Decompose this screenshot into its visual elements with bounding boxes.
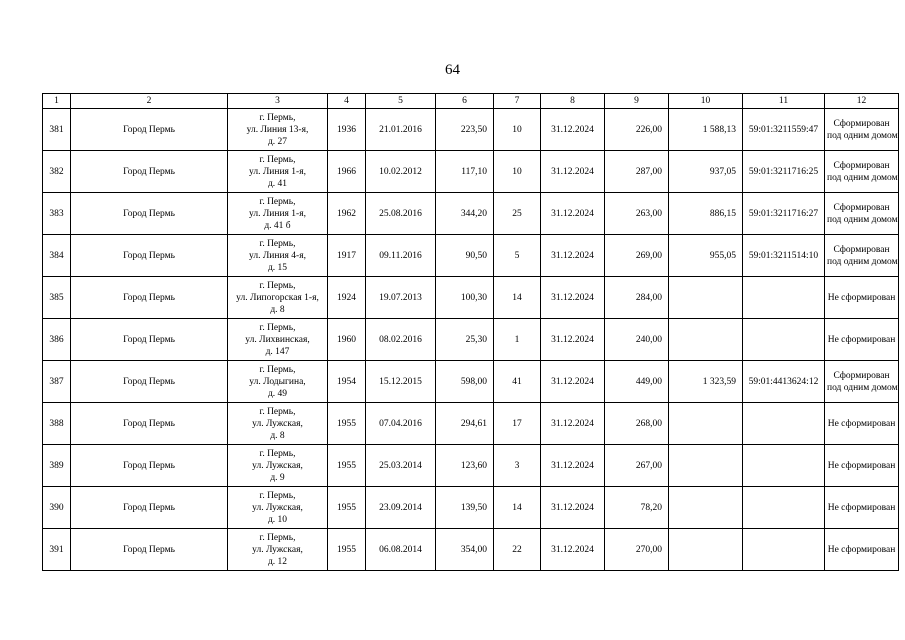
- address-line: ул. Лужская,: [252, 502, 303, 513]
- land-status-cell: [825, 277, 899, 319]
- table-row: [43, 319, 899, 361]
- address-line: ул. Лужская,: [252, 544, 303, 555]
- build-year-cell: 1924: [328, 277, 366, 319]
- build-year-cell: 1955: [328, 445, 366, 487]
- recognition-date-cell: 07.04.2016: [366, 403, 436, 445]
- address-line: г. Пермь,: [259, 238, 296, 249]
- residents-cell: 25: [494, 193, 541, 235]
- build-year-cell: 1962: [328, 193, 366, 235]
- municipality-cell: Город Пермь: [71, 277, 228, 319]
- build-year-cell: 1954: [328, 361, 366, 403]
- build-year-cell: 1955: [328, 403, 366, 445]
- address-line: г. Пермь,: [259, 406, 296, 417]
- land-status-cell: [825, 361, 899, 403]
- cost-cell: 226,00: [605, 109, 669, 151]
- address-cell: [228, 151, 328, 193]
- address-cell: [228, 109, 328, 151]
- deadline-cell: 31.12.2024: [541, 277, 605, 319]
- row-number-cell: 388: [43, 403, 71, 445]
- cost-cell: 268,00: [605, 403, 669, 445]
- cadastral-number-cell: [743, 529, 825, 571]
- municipality-cell: Город Пермь: [71, 529, 228, 571]
- address-line: д. 9: [270, 472, 285, 483]
- cost-cell: 284,00: [605, 277, 669, 319]
- address-line: д. 49: [267, 388, 288, 399]
- row-number-cell: 384: [43, 235, 71, 277]
- address-line: ул. Линия 13-я,: [246, 124, 309, 135]
- area-cell: 139,50: [436, 487, 494, 529]
- row-number-cell: 383: [43, 193, 71, 235]
- land-status-line: Не сформирован: [827, 292, 896, 303]
- address-cell: [228, 529, 328, 571]
- area-cell: 90,50: [436, 235, 494, 277]
- column-header-1: 1: [43, 94, 71, 109]
- land-status-cell: [825, 445, 899, 487]
- land-area-cell: [669, 403, 743, 445]
- recognition-date-cell: 21.01.2016: [366, 109, 436, 151]
- row-number-cell: 382: [43, 151, 71, 193]
- cadastral-number-cell: [743, 319, 825, 361]
- residents-cell: 22: [494, 529, 541, 571]
- recognition-date-cell: 06.08.2014: [366, 529, 436, 571]
- cadastral-number-cell: 59:01:3211559:47: [743, 109, 825, 151]
- municipality-cell: Город Пермь: [71, 403, 228, 445]
- land-status-line: под одним домом: [827, 172, 898, 183]
- cost-cell: 263,00: [605, 193, 669, 235]
- table-row: [43, 277, 899, 319]
- registry-table: [42, 93, 899, 571]
- address-line: д. 8: [270, 304, 285, 315]
- land-status-line: Не сформирован: [827, 334, 896, 345]
- address-cell: [228, 403, 328, 445]
- cadastral-number-cell: 59:01:3211514:10: [743, 235, 825, 277]
- address-line: ул. Липогорская 1-я,: [236, 292, 319, 303]
- area-cell: 344,20: [436, 193, 494, 235]
- municipality-cell: Город Пермь: [71, 109, 228, 151]
- column-header-12: 12: [825, 94, 899, 109]
- address-line: г. Пермь,: [259, 364, 296, 375]
- build-year-cell: 1955: [328, 487, 366, 529]
- cadastral-number-cell: 59:01:3211716:25: [743, 151, 825, 193]
- build-year-cell: 1966: [328, 151, 366, 193]
- residents-cell: 5: [494, 235, 541, 277]
- municipality-cell: Город Пермь: [71, 361, 228, 403]
- address-cell: [228, 319, 328, 361]
- address-line: д. 41 б: [264, 220, 291, 231]
- cadastral-number-cell: 59:01:4413624:12: [743, 361, 825, 403]
- column-header-10: 10: [669, 94, 743, 109]
- residents-cell: 41: [494, 361, 541, 403]
- land-area-cell: [669, 445, 743, 487]
- column-header-4: 4: [328, 94, 366, 109]
- row-number-cell: 389: [43, 445, 71, 487]
- land-area-cell: 1 588,13: [669, 109, 743, 151]
- land-status-line: Сформирован: [833, 160, 890, 171]
- recognition-date-cell: 19.07.2013: [366, 277, 436, 319]
- cadastral-number-cell: [743, 403, 825, 445]
- residents-cell: 17: [494, 403, 541, 445]
- column-header-8: 8: [541, 94, 605, 109]
- land-status-cell: [825, 193, 899, 235]
- table-row: [43, 361, 899, 403]
- area-cell: 100,30: [436, 277, 494, 319]
- column-header-6: 6: [436, 94, 494, 109]
- deadline-cell: 31.12.2024: [541, 529, 605, 571]
- cost-cell: 78,20: [605, 487, 669, 529]
- address-line: ул. Лужская,: [252, 418, 303, 429]
- address-line: ул. Лужская,: [252, 460, 303, 471]
- land-area-cell: [669, 277, 743, 319]
- land-status-line: Сформирован: [833, 118, 890, 129]
- municipality-cell: Город Пермь: [71, 193, 228, 235]
- address-line: г. Пермь,: [259, 112, 296, 123]
- cost-cell: 269,00: [605, 235, 669, 277]
- land-status-line: Не сформирован: [827, 418, 896, 429]
- land-status-line: под одним домом: [827, 256, 898, 267]
- residents-cell: 10: [494, 151, 541, 193]
- cost-cell: 270,00: [605, 529, 669, 571]
- deadline-cell: 31.12.2024: [541, 403, 605, 445]
- table-row: [43, 151, 899, 193]
- address-cell: [228, 193, 328, 235]
- row-number-cell: 391: [43, 529, 71, 571]
- table-row: [43, 235, 899, 277]
- cost-cell: 449,00: [605, 361, 669, 403]
- recognition-date-cell: 09.11.2016: [366, 235, 436, 277]
- area-cell: 117,10: [436, 151, 494, 193]
- table-row: [43, 193, 899, 235]
- recognition-date-cell: 15.12.2015: [366, 361, 436, 403]
- address-cell: [228, 361, 328, 403]
- table-row: [43, 529, 899, 571]
- deadline-cell: 31.12.2024: [541, 193, 605, 235]
- address-line: д. 15: [267, 262, 288, 273]
- land-status-cell: [825, 235, 899, 277]
- address-line: г. Пермь,: [259, 196, 296, 207]
- land-area-cell: 1 323,59: [669, 361, 743, 403]
- residents-cell: 10: [494, 109, 541, 151]
- address-line: д. 12: [267, 556, 288, 567]
- address-line: д. 41: [267, 178, 288, 189]
- address-line: ул. Линия 1-я,: [249, 166, 306, 177]
- area-cell: 598,00: [436, 361, 494, 403]
- address-cell: [228, 235, 328, 277]
- deadline-cell: 31.12.2024: [541, 235, 605, 277]
- address-line: д. 10: [267, 514, 288, 525]
- address-line: г. Пермь,: [259, 322, 296, 333]
- municipality-cell: Город Пермь: [71, 487, 228, 529]
- deadline-cell: 31.12.2024: [541, 445, 605, 487]
- deadline-cell: 31.12.2024: [541, 151, 605, 193]
- build-year-cell: 1917: [328, 235, 366, 277]
- build-year-cell: 1955: [328, 529, 366, 571]
- land-status-line: под одним домом: [827, 214, 898, 225]
- row-number-cell: 390: [43, 487, 71, 529]
- row-number-cell: 386: [43, 319, 71, 361]
- column-header-11: 11: [743, 94, 825, 109]
- deadline-cell: 31.12.2024: [541, 109, 605, 151]
- cadastral-number-cell: [743, 487, 825, 529]
- land-area-cell: [669, 319, 743, 361]
- address-line: д. 8: [270, 430, 285, 441]
- municipality-cell: Город Пермь: [71, 319, 228, 361]
- land-area-cell: 955,05: [669, 235, 743, 277]
- table-row: [43, 445, 899, 487]
- land-status-cell: [825, 319, 899, 361]
- build-year-cell: 1960: [328, 319, 366, 361]
- land-status-line: Сформирован: [833, 202, 890, 213]
- land-status-cell: [825, 487, 899, 529]
- cost-cell: 267,00: [605, 445, 669, 487]
- column-header-9: 9: [605, 94, 669, 109]
- address-line: г. Пермь,: [259, 280, 296, 291]
- land-area-cell: 937,05: [669, 151, 743, 193]
- recognition-date-cell: 23.09.2014: [366, 487, 436, 529]
- cost-cell: 287,00: [605, 151, 669, 193]
- land-area-cell: 886,15: [669, 193, 743, 235]
- column-header-2: 2: [71, 94, 228, 109]
- land-status-line: Не сформирован: [827, 502, 896, 513]
- land-status-line: под одним домом: [827, 130, 898, 141]
- table-row: [43, 109, 899, 151]
- land-status-line: Не сформирован: [827, 544, 896, 555]
- page-number: 64: [445, 62, 460, 78]
- address-line: д. 147: [265, 346, 290, 357]
- area-cell: 354,00: [436, 529, 494, 571]
- area-cell: 123,60: [436, 445, 494, 487]
- table-row: [43, 487, 899, 529]
- address-line: д. 27: [267, 136, 288, 147]
- column-header-7: 7: [494, 94, 541, 109]
- address-line: ул. Линия 4-я,: [249, 250, 306, 261]
- land-status-cell: [825, 109, 899, 151]
- land-status-cell: [825, 151, 899, 193]
- recognition-date-cell: 08.02.2016: [366, 319, 436, 361]
- land-status-line: Сформирован: [833, 244, 890, 255]
- column-header-3: 3: [228, 94, 328, 109]
- cadastral-number-cell: [743, 445, 825, 487]
- address-line: г. Пермь,: [259, 532, 296, 543]
- land-status-cell: [825, 529, 899, 571]
- recognition-date-cell: 25.08.2016: [366, 193, 436, 235]
- row-number-cell: 387: [43, 361, 71, 403]
- area-cell: 294,61: [436, 403, 494, 445]
- residents-cell: 14: [494, 487, 541, 529]
- residents-cell: 1: [494, 319, 541, 361]
- land-status-line: Сформирован: [833, 370, 890, 381]
- municipality-cell: Город Пермь: [71, 151, 228, 193]
- address-cell: [228, 277, 328, 319]
- cost-cell: 240,00: [605, 319, 669, 361]
- land-status-line: под одним домом: [827, 382, 898, 393]
- recognition-date-cell: 25.03.2014: [366, 445, 436, 487]
- table-body: [43, 109, 899, 571]
- cadastral-number-cell: 59:01:3211716:27: [743, 193, 825, 235]
- land-area-cell: [669, 487, 743, 529]
- cadastral-number-cell: [743, 277, 825, 319]
- area-cell: 223,50: [436, 109, 494, 151]
- address-line: ул. Линия 1-я,: [249, 208, 306, 219]
- address-line: г. Пермь,: [259, 154, 296, 165]
- column-header-5: 5: [366, 94, 436, 109]
- address-line: г. Пермь,: [259, 490, 296, 501]
- deadline-cell: 31.12.2024: [541, 361, 605, 403]
- municipality-cell: Город Пермь: [71, 445, 228, 487]
- address-cell: [228, 487, 328, 529]
- municipality-cell: Город Пермь: [71, 235, 228, 277]
- row-number-cell: 385: [43, 277, 71, 319]
- recognition-date-cell: 10.02.2012: [366, 151, 436, 193]
- residents-cell: 3: [494, 445, 541, 487]
- land-status-line: Не сформирован: [827, 460, 896, 471]
- table-header-row: [43, 94, 899, 109]
- land-status-cell: [825, 403, 899, 445]
- residents-cell: 14: [494, 277, 541, 319]
- area-cell: 25,30: [436, 319, 494, 361]
- land-area-cell: [669, 529, 743, 571]
- table-row: [43, 403, 899, 445]
- address-line: ул. Лихвинская,: [245, 334, 310, 345]
- deadline-cell: 31.12.2024: [541, 319, 605, 361]
- row-number-cell: 381: [43, 109, 71, 151]
- build-year-cell: 1936: [328, 109, 366, 151]
- address-line: г. Пермь,: [259, 448, 296, 459]
- address-line: ул. Лодыгина,: [249, 376, 306, 387]
- deadline-cell: 31.12.2024: [541, 487, 605, 529]
- address-cell: [228, 445, 328, 487]
